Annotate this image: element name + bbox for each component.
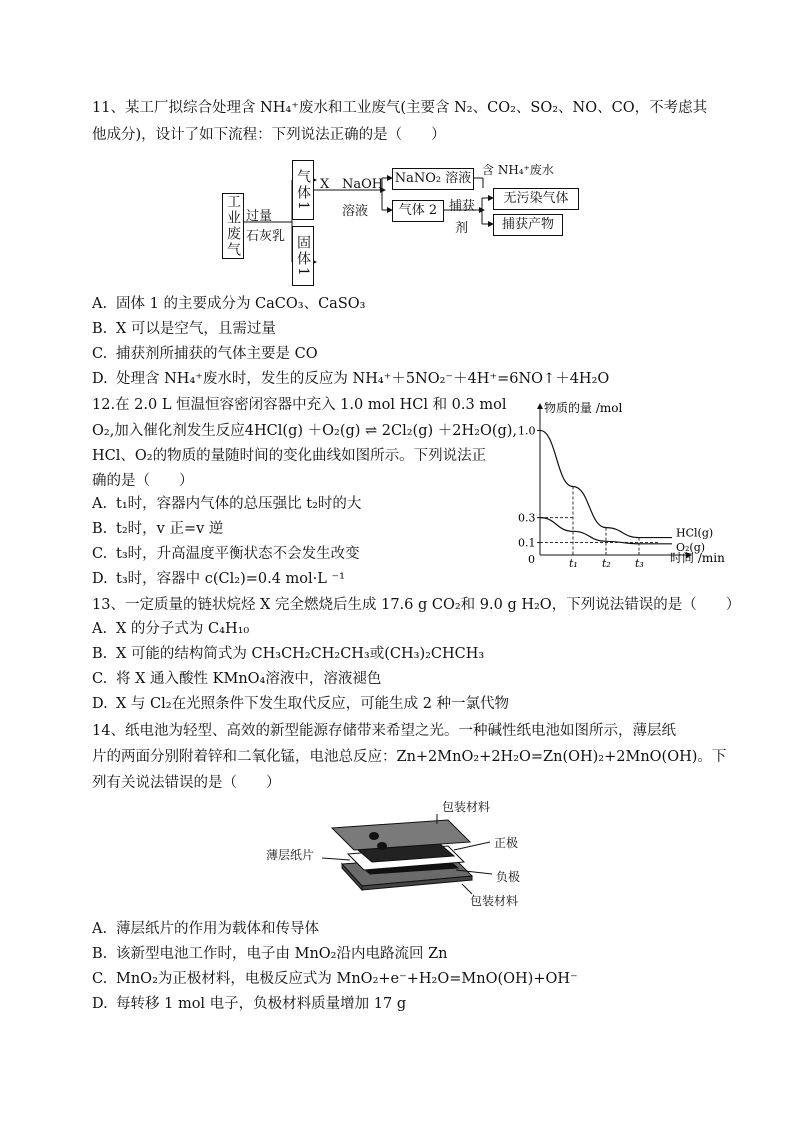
- q13-stem-line1: 13、一定质量的链状烷烃 X 完全燃烧后生成 17.6 g CO₂和 9.0 g H₂O，下列说法错误的是（ ）: [92, 597, 741, 613]
- label-negative: 负极: [496, 870, 521, 884]
- q14-stem-line1: 14、纸电池为轻型、高效的新型能源存储带来希望之光。一种碱性纸电池如图所示，薄层纸: [92, 723, 676, 739]
- option-text: 薄层纸片的作用为载体和传导体: [116, 921, 319, 937]
- flow-solid1-box: 固体1: [292, 226, 314, 286]
- top-packaging-layer: [332, 820, 470, 850]
- x-tick-label-1: t₂: [602, 557, 611, 570]
- q14-stem-line2: 片的两面分别附着锌和二氧化锰，电池总反应：Zn+2MnO₂+2H₂O=Zn(OH)₂+2MnO(OH)。下: [92, 749, 727, 765]
- q12-option-b[interactable]: [92, 517, 223, 541]
- label-bottom-packaging: 包装材料: [470, 894, 519, 908]
- x-tick-label-2: t₃: [635, 557, 644, 570]
- option-text: MnO₂为正极材料，电极反应式为 MnO₂+e⁻+H₂O=MnO(OH)+OH⁻: [116, 971, 578, 987]
- option-text: X 可以是空气，且需过量: [116, 321, 276, 337]
- option-text: 将 X 通入酸性 KMnO₄溶液中，溶液褪色: [116, 671, 382, 687]
- flow-capture-top: 捕获: [449, 199, 476, 214]
- q12-chart: [516, 400, 726, 570]
- flow-gas1-box: 气体1: [292, 160, 314, 220]
- q12-stem-line3: HCl、O₂的物质的量随时间的变化曲线如图所示。下列说法正: [92, 448, 487, 464]
- q12-stem-line1: 12.在 2.0 L 恒温恒容密闭容器中充入 1.0 mol HCl 和 0.3 mol: [92, 397, 507, 413]
- legend-o2: O₂(g): [676, 540, 706, 554]
- option-text: 该新型电池工作时，电子由 MnO₂沿内电路流回 Zn: [116, 946, 448, 962]
- option-label: A.: [92, 296, 108, 312]
- option-label: D.: [92, 571, 108, 587]
- q11-option-b[interactable]: [92, 317, 276, 341]
- option-text: t₃时，容器中 c(Cl₂)=0.4 mol·L ⁻¹: [116, 571, 345, 587]
- option-label: D.: [92, 696, 108, 712]
- option-label: B.: [92, 521, 108, 537]
- flow-source-box: 工业废气: [222, 193, 244, 259]
- q14-option-b[interactable]: [92, 942, 448, 966]
- label-positive: 正极: [494, 836, 519, 850]
- option-text: t₃时，升高温度平衡状态不会发生改变: [116, 546, 360, 562]
- option-label: A.: [92, 621, 108, 637]
- q14-stem-line3: 列有关说法错误的是（ ）: [92, 775, 281, 791]
- q14-option-c[interactable]: [92, 967, 578, 991]
- option-text: 每转移 1 mol 电子，负极材料质量增加 17 g: [116, 996, 407, 1012]
- option-text: X 与 Cl₂在光照条件下发生取代反应，可能生成 2 种一氯代物: [116, 696, 510, 712]
- option-text: t₁时，容器内气体的总压强比 t₂时的大: [116, 496, 362, 512]
- q14-battery-figure: [262, 794, 542, 912]
- q11-flow-diagram: [220, 160, 590, 284]
- option-text: 固体 1 的主要成分为 CaCO₃、CaSO₃: [116, 296, 366, 312]
- q12-option-a[interactable]: [92, 492, 361, 516]
- option-text: X 可能的结构简式为 CH₃CH₂CH₂CH₃或(CH₃)₂CHCH₃: [116, 646, 485, 662]
- q12-option-d[interactable]: [92, 567, 345, 591]
- option-label: B.: [92, 946, 108, 962]
- y-tick-label-2: 0.1: [518, 536, 536, 550]
- option-text: 捕获剂所捕获的气体主要是 CO: [116, 346, 318, 362]
- q13-option-d[interactable]: [92, 692, 509, 716]
- option-label: C.: [92, 546, 108, 562]
- option-label: A.: [92, 496, 108, 512]
- terminal-hole-1: [369, 832, 379, 840]
- q11-option-d[interactable]: [92, 367, 609, 391]
- flow-naoh-bottom: 溶液: [342, 204, 369, 219]
- y-tick-label-1: 0.3: [518, 511, 536, 525]
- option-label: B.: [92, 321, 108, 337]
- option-text: X 的分子式为 C₄H₁₀: [116, 621, 250, 637]
- legend-hcl: HCl(g): [676, 526, 714, 540]
- option-label: B.: [92, 646, 108, 662]
- flow-naoh-top: NaOH: [342, 177, 384, 192]
- terminal-hole-2: [377, 842, 387, 850]
- q13-option-c[interactable]: [92, 667, 381, 691]
- origin-label: 0: [528, 553, 535, 566]
- series-line-hcl: [540, 430, 672, 537]
- flow-product-box: 捕获产物: [493, 214, 563, 236]
- q13-option-a[interactable]: [92, 617, 249, 641]
- q11-option-a[interactable]: [92, 292, 365, 316]
- leader-paper: [322, 858, 350, 860]
- flow-nano2-box: NaNO₂ 溶液: [392, 168, 474, 190]
- flow-gas2-box: 气体 2: [392, 200, 444, 222]
- q11-option-c[interactable]: [92, 342, 318, 366]
- label-paper: 薄层纸片: [266, 848, 315, 862]
- q12-stem-line2: O₂,加入催化剂发生反应4HCl(g) ＋O₂(g) ⇌ 2Cl₂(g) ＋2H₂O(g),: [92, 423, 518, 439]
- option-label: C.: [92, 346, 108, 362]
- option-label: A.: [92, 921, 108, 937]
- q14-option-d[interactable]: [92, 992, 406, 1016]
- x-axis-label: 时间 /min: [670, 551, 725, 565]
- flow-capture-bottom: 剂: [455, 221, 469, 236]
- option-text: t₂时，v 正=v 逆: [116, 521, 224, 537]
- q14-option-a[interactable]: [92, 917, 319, 941]
- flow-x-label: X: [320, 177, 330, 192]
- flow-wastewater-label: 含 NH₄⁺废水: [482, 163, 554, 177]
- flow-reagent-top: 过量: [246, 209, 273, 224]
- flow-reagent-bottom: 石灰乳: [246, 229, 286, 244]
- q12-stem-line4: 确的是（ ）: [92, 473, 194, 489]
- flow-clean-gas-box: 无污染气体: [493, 188, 579, 210]
- option-label: C.: [92, 671, 108, 687]
- y-axis-label: 物质的量 /mol: [544, 401, 623, 415]
- option-label: C.: [92, 971, 108, 987]
- option-text: 处理含 NH₄⁺废水时，发生的反应为 NH₄⁺＋5NO₂⁻＋4H⁺=6NO↑＋4H₂O: [116, 371, 610, 387]
- q13-option-b[interactable]: [92, 642, 484, 666]
- option-label: D.: [92, 371, 108, 387]
- label-top-packaging: 包装材料: [442, 800, 491, 814]
- option-label: D.: [92, 996, 108, 1012]
- q11-stem-line1: 11、某工厂拟综合处理含 NH₄⁺废水和工业废气(主要含 N₂、CO₂、SO₂、NO、CO，不考虑其: [92, 100, 708, 116]
- q12-option-c[interactable]: [92, 542, 360, 566]
- q11-stem-line2: 他成分)，设计了如下流程：下列说法正确的是（ ）: [92, 127, 446, 143]
- x-tick-label-0: t₁: [569, 557, 578, 570]
- y-tick-label-0: 1.0: [518, 424, 536, 438]
